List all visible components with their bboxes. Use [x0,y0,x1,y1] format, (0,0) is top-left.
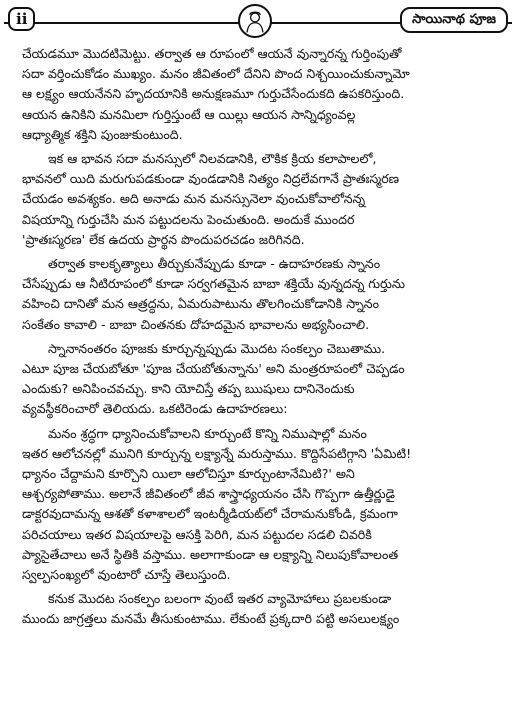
paragraph [22,339,512,420]
text-line: చేయడమూ మొదటిమెట్టు. తర్వాత ఆ రూపంలో ఆయనే వున్నారన్న గుర్తింపుతో [22,46,402,61]
text-line: ధ్యానం చేద్దామని కూర్చొని యిలా ఆలోచిస్తూ కూర్చుంటానేమిటి?' అని [22,466,355,482]
paragraph [22,254,512,335]
text-line: ఎందుకు? అనిపించవచ్చు. కాని యోచిస్తే తప్ప ఋషులు దానినెందుకు [22,381,355,397]
text-line: సంకేతం కావాలి - బాబా చింతనకు దోహదమైన భావాలను అభ్యసించాలి. [22,316,370,332]
text-line: తర్వాత కాలకృత్యాలు తీర్చుకునేప్పుడు కూడా - ఉదాహరణకు స్నానం [48,256,381,272]
page-header [4,4,512,38]
text-line: చేయడం అవశ్యకం. అది అనాడు మన మనస్సునెలా వుంచుకోవాలోనన్న [22,191,366,207]
text-line: కనుక మొదట సంకల్పం బలంగా వుంటే ఇతర వ్యామోహాలు ప్రబలకుండా [48,591,392,607]
text-line: ఆ లక్ష్యం ఆయనేనని హృదయానికి అనుక్షణమూ గుర్తుచేసేందుకది ఉపకరిస్తుంది. [22,86,405,102]
text-line: ప్యాసైతేచాలు అనే స్థితికి వస్తాము. అలాగాకుండా ఆ లక్ష్యాన్ని నిలుపుకోవాలంత [22,546,399,562]
text-line: స్నానానంతరం పూజకు కూర్చున్నప్పుడు మొదట సంకల్పం చెబుతాము. [48,340,386,356]
paragraph [22,424,512,586]
text-line: ముందు జాగ్రత్తలు మనమే తీసుకుంటాము. లేకుంటే ప్రక్కదారి పట్టి అసలులక్ష్యం [22,611,400,627]
text-line: ఆధ్యాత్మిక శక్తిని పుంజుకుంటుంది. [22,126,183,142]
paragraph [22,44,512,145]
text-line: చేసేప్పుడు ఆ నీటిరూపంలో కూడా సర్వగతమైన బాబా శక్తియే వున్నదన్న గుర్తును [22,276,406,292]
text-line: ఇతర ఆలోచనల్లో మునిగి కూర్చున్న లక్ష్యాన్నే మరుస్తాము. కొద్దిసేపటిగ్గాని 'ఏమిటి! [22,445,412,461]
text-line: భావనలో యిది మరుగుపడకుండా వుండడానికి నిత్యం నిద్రలేవగానే ప్రాతఃస్మరణ [22,171,400,187]
text-line: మనం శ్రద్ధగా ధ్యానించుకోవాలని కూర్చుంటే కొన్ని నిముషాల్లో మనం [48,425,367,441]
page-body [22,44,512,631]
text-line: సదా వర్తించుకోడం ముఖ్యం. మనం జీవితంలో దేనిని పొంద నిశ్చయించుకున్నామో [22,66,410,82]
sai-baba-portrait-icon [238,4,272,38]
text-line: విషయాన్ని గుర్తుచేసి మన పట్టుదలను పెంచుతుంది. అందుకే ముందర [22,211,355,227]
text-line: ఎటూ పూజ చేయబోతూ 'పూజ చేయబోతున్నాను' అని మంత్రరూపంలో చెప్పడం [22,361,405,377]
text-line: ఆయన ఉనికిని మనమిలా గుర్తిస్తుంటే ఆ యిల్లు ఆయన సాన్నిధ్యంవల్ల [22,106,356,122]
text-line: 'ప్రాతఃస్మరణ' లేక ఉదయ ప్రార్థన పొందుపరచడం జరిగినది. [22,231,305,247]
text-line: డాక్టరవుదామన్న ఆశతో కళాశాలలో ఇంటర్మీడియట్‌లో చేరామనుకోండి, క్రమంగా [22,506,398,522]
text-line: వహించి దానితో మన ఆత్రద్ధను, ఏమరుపాటును తొలగించుకోడానికి స్నానం [22,296,380,312]
page-number: ii [8,7,35,31]
paragraph [22,589,512,629]
paragraph [22,149,512,250]
text-line: ఇక ఆ భావన సదా మనస్సులో నిలవడానికి, లౌకిక క్రియ కలాపాలలో, [48,151,377,167]
text-line: స్వల్పసంఖ్యలో వుంటారో చూస్తే తెలుస్తుంది. [22,567,231,583]
text-line: వ్యవస్థీకరించారో తెలియదు. ఒకటిరెండు ఉదాహరణలు: [22,401,288,417]
text-line: ఆశ్చర్యపోతాము. అలానే జీవితంలో జీవ శాస్త్రాధ్యయనం చేసి గొప్పగా ఉత్తీర్ణుడై [22,486,395,502]
book-title: సాయినాథ పూజ [400,7,508,33]
text-line: పరిచయాలు ఇతర విషయాలపై ఆసక్తి పెరిగి, మన పట్టుదల సడలి చివరికి [22,526,372,542]
